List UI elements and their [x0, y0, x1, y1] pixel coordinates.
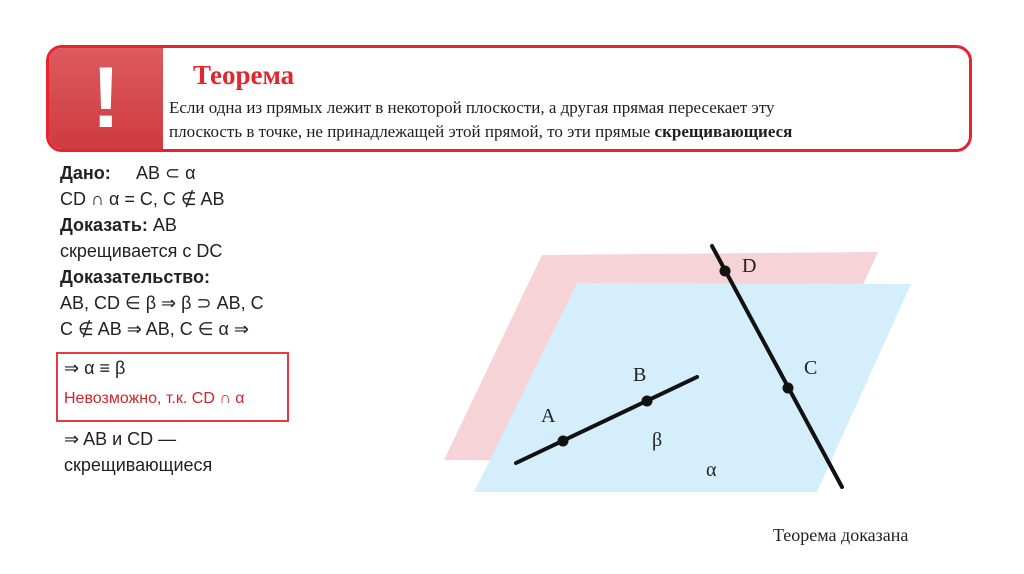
theorem-line-2-text: плоскость в точке, не принадлежащей этой прямой, то эти прямые	[169, 122, 655, 141]
contradiction-line-2: Невозможно, т.к. CD ∩ α	[64, 390, 245, 407]
conclusion-line-2: скрещивающиеся	[64, 455, 213, 475]
conclusion-line-1: ⇒ AB и CD —	[64, 429, 177, 449]
point-d	[720, 266, 731, 277]
theorem-line-1: Если одна из прямых лежит в некоторой плоскости, а другая прямая пересекает эту	[169, 98, 775, 117]
theorem-proved: Теорема доказана	[773, 525, 909, 545]
given-label: Дано:	[60, 163, 111, 183]
label-beta: β	[652, 429, 663, 451]
label-a: A	[541, 405, 556, 427]
label-c: C	[804, 357, 818, 379]
prove-text-2: скрещивается с DC	[60, 241, 223, 261]
theorem-keyword: скрещивающиеся	[654, 122, 793, 141]
label-alpha: α	[706, 459, 717, 481]
given-1: AB ⊂ α	[136, 163, 196, 183]
proof-label: Доказательство:	[60, 267, 210, 287]
theorem-title: Теорема	[193, 60, 295, 90]
proof-step-1: AB, CD ∈ β ⇒ β ⊃ AB, C	[60, 293, 264, 313]
given-2: CD ∩ α = C, C ∉ AB	[60, 189, 225, 209]
point-c	[783, 383, 794, 394]
prove-label: Доказать:	[60, 215, 148, 235]
prove-text-1: AB	[147, 215, 177, 235]
point-a	[558, 436, 569, 447]
exclamation-icon: !	[91, 50, 121, 146]
contradiction-line-1: ⇒ α ≡ β	[64, 358, 126, 378]
label-d: D	[742, 255, 757, 277]
proof-step-2: C ∉ AB ⇒ AB, C ∈ α ⇒	[60, 319, 249, 339]
point-b	[642, 396, 653, 407]
label-b: B	[633, 364, 647, 386]
